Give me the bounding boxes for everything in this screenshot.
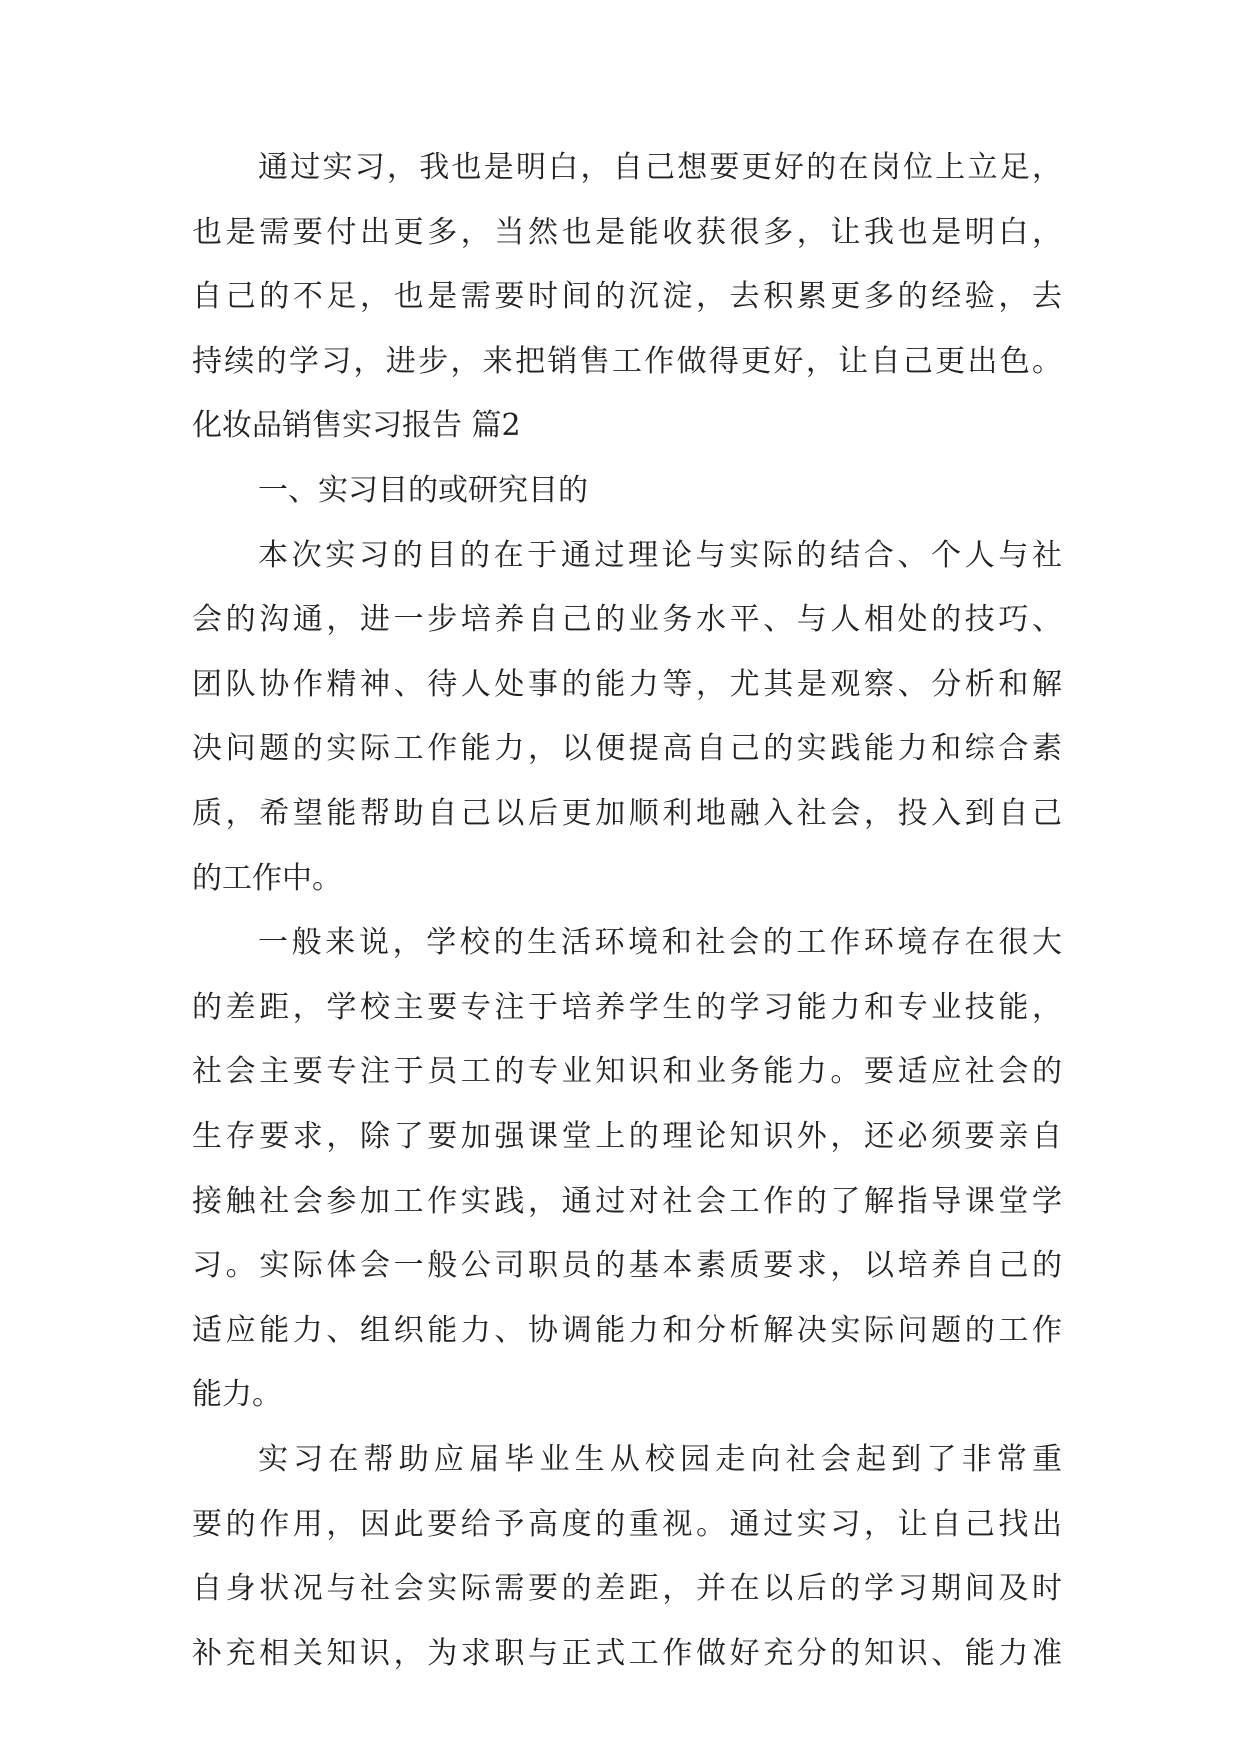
text-line: 补充相关知识，为求职与正式工作做好充分的知识、能力准 [192,1635,1062,1671]
text-line: 团队协作精神、待人处事的能力等，尤其是观察、分析和解 [192,666,1062,702]
subsection-heading: 一、实习目的或研究目的 [258,473,588,508]
text-line: 自身状况与社会实际需要的差距，并在以后的学习期间及时 [192,1571,1062,1607]
text-line: 会的沟通，进一步培养自己的业务水平、与人相处的技巧、 [192,602,1062,638]
text-line: 本次实习的目的在于通过理论与实际的结合、个人与社 [258,537,1062,573]
text-line: 实习在帮助应届毕业生从校园走向社会起到了非常重 [258,1442,1062,1477]
text-line: 也是需要付出更多，当然也是能收获很多，让我也是明白， [192,214,1062,250]
section-heading: 化妆品销售实习报告 篇2 [192,408,521,444]
text-line: 习。实际体会一般公司职员的基本素质要求，以培养自己的 [192,1248,1062,1284]
text-line: 决问题的实际工作能力，以便提高自己的实践能力和综合素 [192,731,1062,767]
text-line: 要的作用，因此要给予高度的重视。通过实习，让自己找出 [192,1506,1062,1542]
text-line: 的工作中。 [192,860,342,896]
text-line: 适应能力、组织能力、协调能力和分析解决实际问题的工作 [192,1312,1062,1348]
text-line: 能力。 [192,1377,282,1413]
text-line: 自己的不足，也是需要时间的沉淀，去积累更多的经验，去 [192,279,1062,315]
text-line: 的差距，学校主要专注于培养学生的学习能力和专业技能， [192,989,1062,1025]
text-line: 社会主要专注于员工的专业知识和业务能力。要适应社会的 [192,1054,1062,1090]
text-line: 质，希望能帮助自己以后更加顺利地融入社会，投入到自己 [192,796,1062,831]
text-line: 通过实习，我也是明白，自己想要更好的在岗位上立足， [258,150,1062,185]
text-line: 一般来说，学校的生活环境和社会的工作环境存在很大 [258,925,1062,961]
text-line: 接触社会参加工作实践，通过对社会工作的了解指导课堂学 [192,1183,1062,1219]
text-line: 生存要求，除了要加强课堂上的理论知识外，还必须要亲自 [192,1119,1062,1154]
text-line: 持续的学习，进步，来把销售工作做得更好，让自己更出色。 [192,343,1062,379]
